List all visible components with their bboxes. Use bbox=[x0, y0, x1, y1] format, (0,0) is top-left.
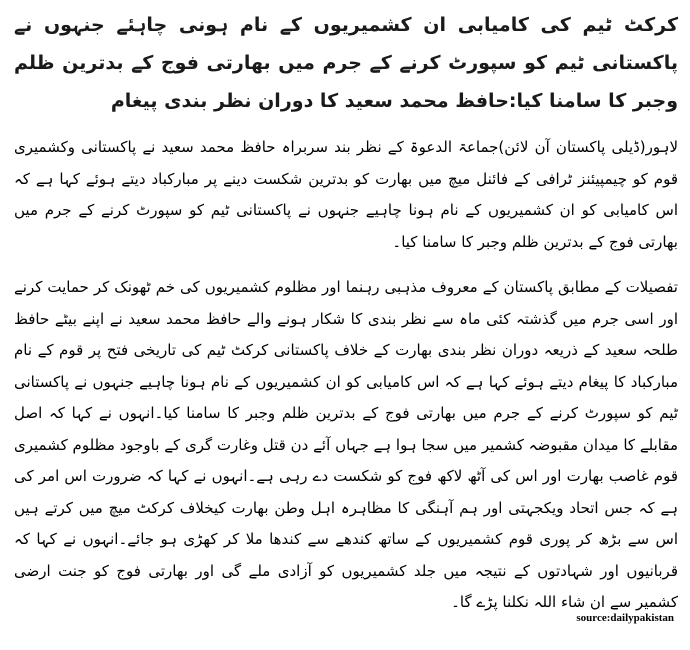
headline: کرکٹ ٹیم کی کامیابی ان کشمیریوں کے نام ہونی چاہئے جنہوں نے پاکستانی ٹیم کو سپورٹ کرنے کے جرم میں بھارتی فوج کے بدترین ظلم وجبر کا سامنا کیا:حافظ محمد سعید کا دوران نظر بندی پیغام bbox=[14, 14, 678, 112]
article bbox=[14, 6, 678, 619]
paragraph-intro: لاہور(ڈیلی پاکستان آن لائن)جماعۃ الدعوۃ کے نظر بند سربراہ حافظ محمد سعید نے پاکستانی وکشمیری قوم کو چیمپیئنز ٹرافی کے فائنل میچ میں بھارت کو بدترین شکست دینے پر مبارکباد دیتے ہوئے کہا ہے کہ اس کامیابی کو ان کشمیریوں کے نام ہونا چاہیے جنہوں نے پاکستانی ٹیم کو سپورٹ کرنے کے جرم میں بھارتی فوج کے بدترین ظلم وجبر کا سامنا کیا۔ bbox=[14, 138, 678, 251]
source-credit: source:dailypakistan bbox=[576, 612, 674, 624]
paragraph-details: تفصیلات کے مطابق پاکستان کے معروف مذہبی رہنما اور مظلوم کشمیریوں کی خم ٹھونک کر حمایت کرنے اور اسی جرم میں گذشتہ کئی ماہ سے نظر بندی کا شکار ہونے والے حافظ محمد سعید نے اپنے بیٹے حافظ طلحہ سعید کے ذریعہ دوران نظر بندی بھارت کے خلاف پاکستانی کرکٹ ٹیم کی تاریخی فتح پر قوم کے نام مبارکباد کا پیغام دیتے ہوئے کہا ہے کہ اس کامیابی کو ان کشمیریوں کے نام ہونا چاہیے جنہوں نے پاکستانی ٹیم کو سپورٹ کرنے کے جرم میں بھارتی فوج کے بدترین ظلم وجبر کا سامنا کیا۔انہوں نے کہا کہ اصل مقابلے کا میدان مقبوضہ کشمیر میں سجا ہوا ہے جہاں آئے دن قتل وغارت گری کے باوجود مظلوم کشمیری قوم غاصب بھارت اور اس کی آٹھ لاکھ فوج کو شکست دے رہی ہے۔انہوں نے کہا کہ ضرورت اس امر کی ہے کہ جس اتحاد ویکجہتی اور ہم آہنگی کا مظاہرہ اہل وطن بھارت کیخلاف کرکٹ میچ میں کرتے ہیں اس سے بڑھ کر پوری قوم کشمیریوں کے ساتھ کندھے سے کندھا ملا کر کھڑی ہو جائے۔انہوں نے کہا کہ قربانیوں اور شہادتوں کے نتیجہ میں جلد کشمیریوں کو آزادی ملے گی اور بھارتی فوج کو جنت ارضی کشمیر سے ان شاء اللہ نکلنا پڑے گا۔ bbox=[14, 278, 678, 611]
